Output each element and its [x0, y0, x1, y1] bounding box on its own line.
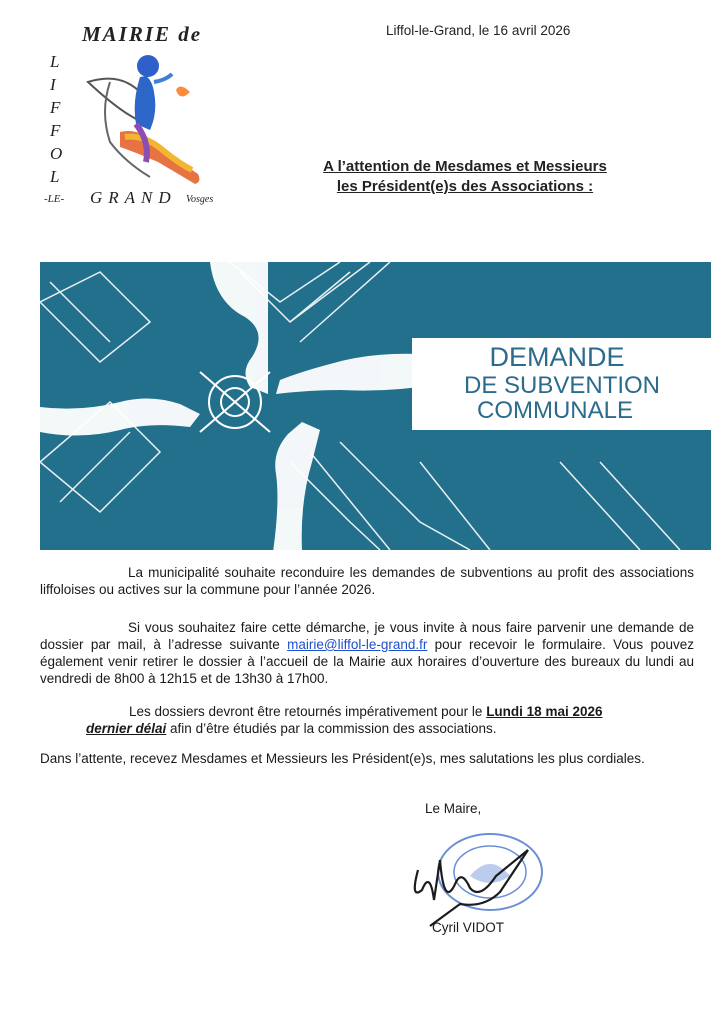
- banner-line-1: DEMANDE: [489, 342, 625, 372]
- logo-letter: F: [50, 98, 61, 117]
- logo-letter: F: [50, 121, 61, 140]
- deadline-date: Lundi 18 mai 2026: [486, 704, 603, 719]
- signatory-title: Le Maire,: [425, 801, 482, 816]
- paragraph-request-text-end: pour recevoir le formulaire. Vous pouvez également venir retirer le dossier à l’accueil de la Mairie aux horaires d’ouverture des bureaux du lundi au vendredi de 8h00 à 12h15 et de 13h30 à 17h00.: [40, 637, 695, 686]
- paragraph-deadline: [86, 703, 686, 737]
- logo-letter: O: [50, 144, 63, 163]
- attention-line-1: A l’attention de Mesdames et Messieurs: [323, 158, 607, 175]
- logo-figure-icon: [80, 52, 225, 192]
- logo-letter: L: [50, 52, 60, 71]
- paragraph-request-text: Si vous souhaitez faire cette démarche, je vous invite à nous faire parvenir une demande de dossier par mail, à l’adresse suivante: [40, 620, 694, 652]
- deadline-label: dernier délai: [86, 721, 167, 736]
- banner-line-2: DE SUBVENTION: [463, 372, 661, 399]
- signatory-name: Cyril VIDOT: [432, 920, 504, 935]
- place-date: Liffol-le-Grand, le 16 avril 2026: [386, 23, 571, 38]
- attention-line-2: les Président(e)s des Associations :: [336, 178, 594, 195]
- logo-grand: GRAND: [90, 188, 177, 207]
- paragraph-deadline-text: Les dossiers devront être retournés impérativement pour le: [129, 704, 487, 719]
- subvention-banner: [40, 262, 711, 550]
- logo-region: Vosges: [186, 194, 214, 205]
- paragraph-request: [40, 619, 694, 687]
- logo-letter: I: [50, 75, 56, 94]
- logo-le: -LE-: [44, 193, 65, 205]
- banner-line-3: COMMUNALE: [476, 397, 634, 424]
- mayor-signature-icon: [400, 830, 530, 930]
- mairie-email-link[interactable]: mairie@liffol-le-grand.fr: [287, 637, 428, 652]
- logo-title: MAIRIE de: [82, 22, 203, 46]
- logo-letter: L: [50, 167, 60, 186]
- paragraph-deadline-text-end: afin d’être étudiés par la commission des associations.: [166, 721, 497, 736]
- paragraph-closing: Dans l’attente, recevez Mesdames et Messieurs les Président(e)s, mes salutations les plus cordiales.: [40, 751, 645, 766]
- attention-heading: [300, 157, 630, 197]
- paragraph-intro: La municipalité souhaite reconduire les demandes de subventions au profit des associations liffoloises ou actives sur la commune pour l’année 2026.: [40, 565, 694, 597]
